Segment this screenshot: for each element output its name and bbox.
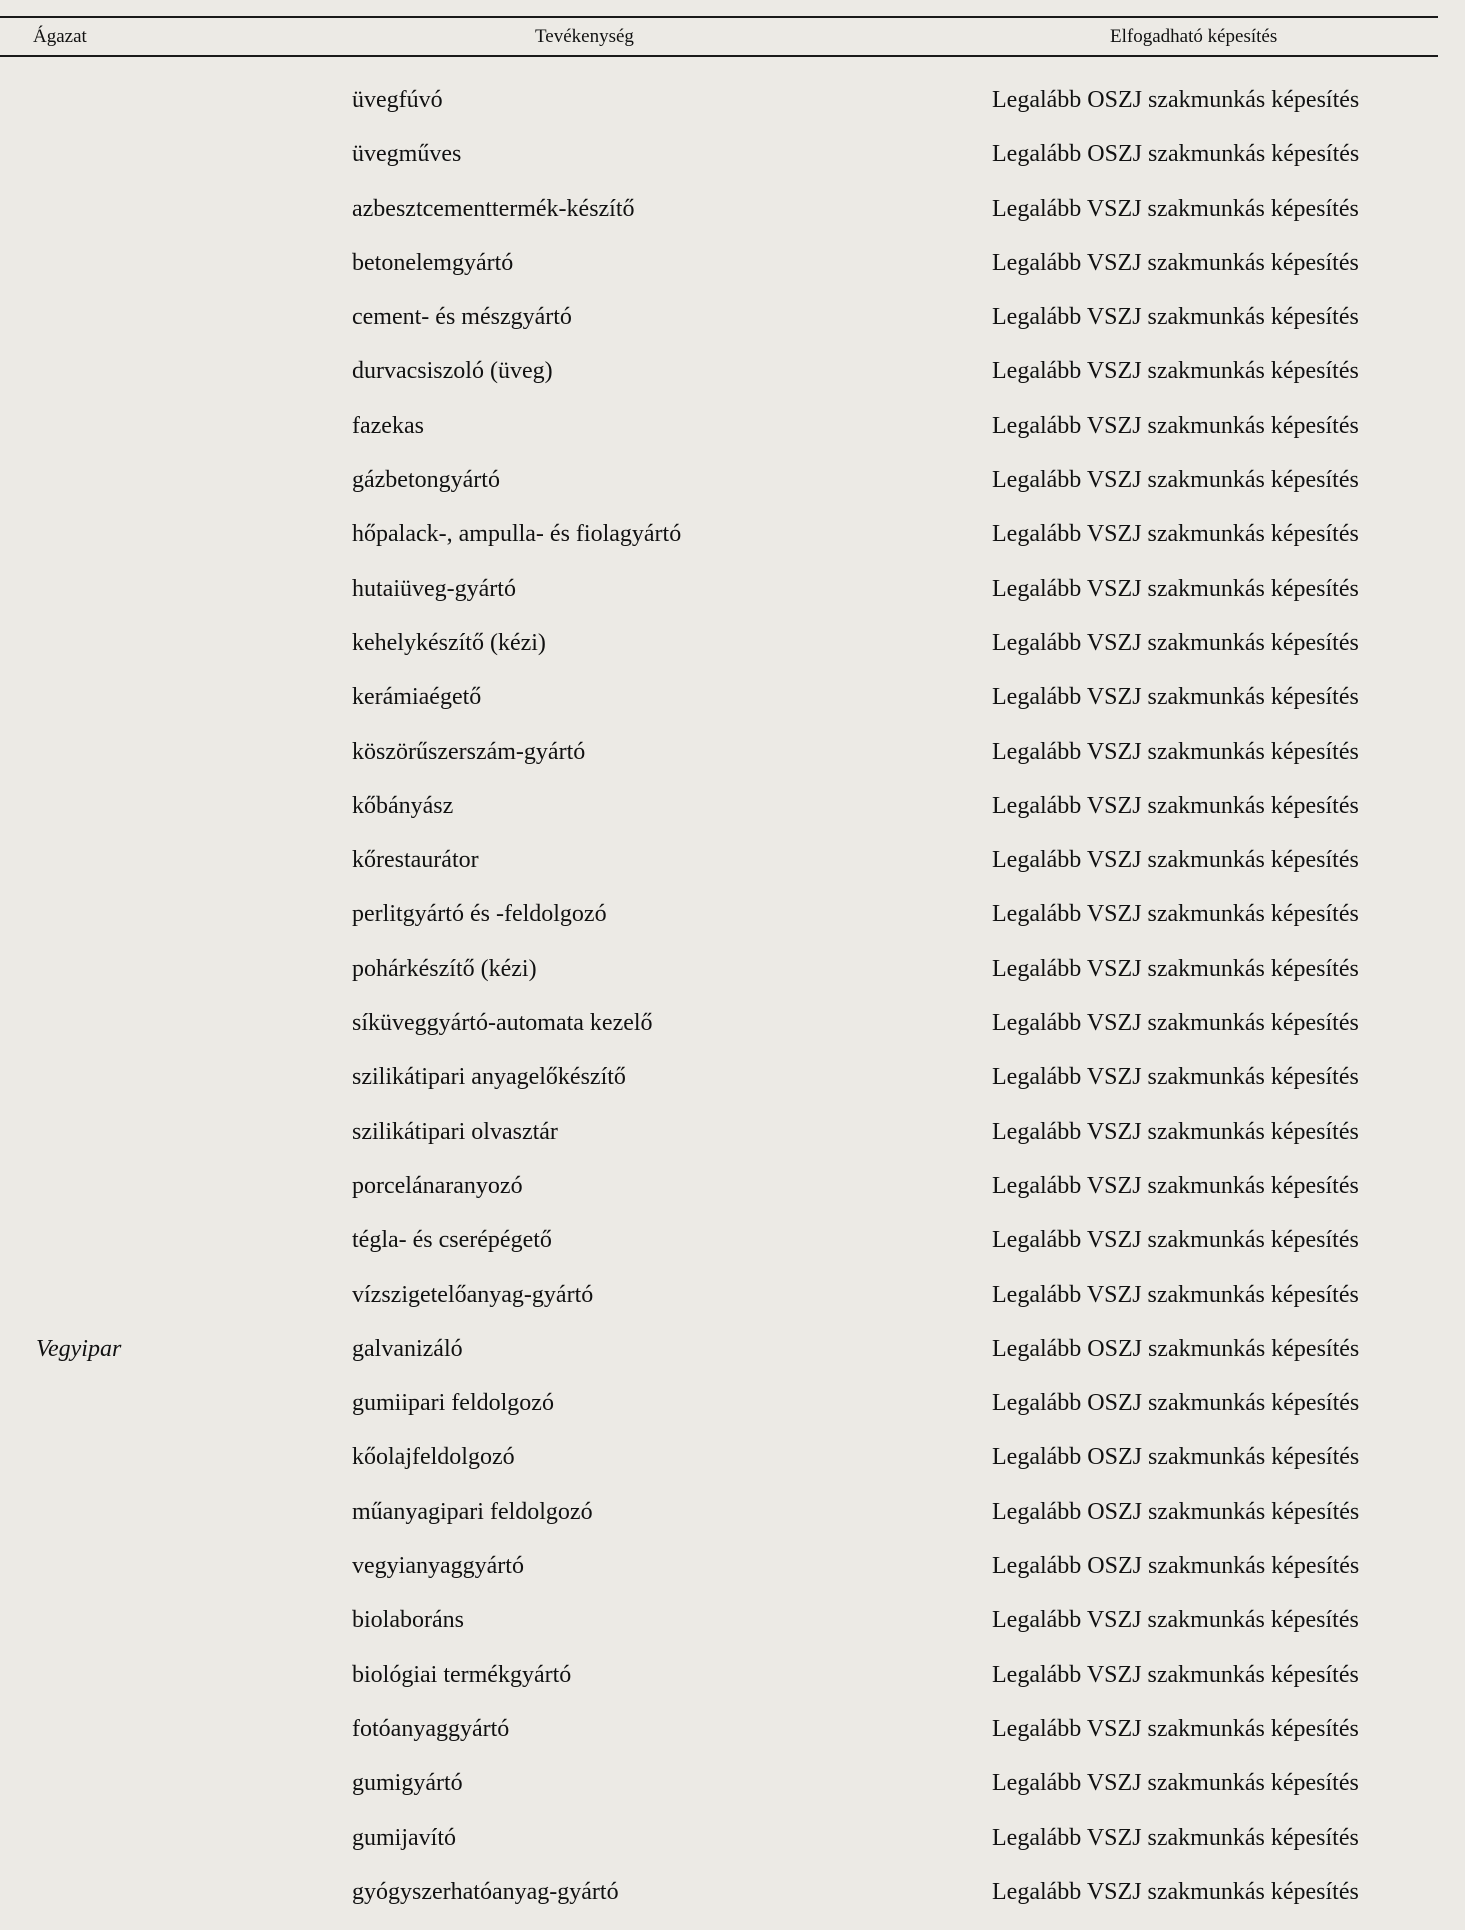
- header-activity: Tevékenység: [535, 26, 634, 47]
- row-qualification: Legalább VSZJ szakmunkás képesítés: [992, 358, 1359, 385]
- row-qualification: Legalább VSZJ szakmunkás képesítés: [992, 684, 1359, 711]
- row-activity: kerámiaégető: [352, 684, 482, 711]
- table-row: [0, 842, 1438, 896]
- row-activity: betonelemgyártó: [352, 249, 514, 276]
- table-row: [0, 1874, 1438, 1928]
- row-activity: hutaiüveg-gyártó: [352, 575, 516, 602]
- row-activity: gyógyszerhatóanyag-gyártó: [352, 1878, 619, 1905]
- row-activity: pohárkészítő (kézi): [352, 955, 537, 982]
- row-qualification: Legalább VSZJ szakmunkás képesítés: [992, 412, 1359, 439]
- row-qualification: Legalább VSZJ szakmunkás képesítés: [992, 521, 1359, 548]
- table-row: [0, 571, 1438, 625]
- row-activity: síküveggyártó-automata kezelő: [352, 1010, 653, 1037]
- table-row: [0, 1548, 1438, 1602]
- row-activity: hőpalack-, ampulla- és fiolagyártó: [352, 521, 682, 548]
- table-row: [0, 245, 1438, 299]
- table-row: [0, 136, 1438, 190]
- row-activity: durvacsiszoló (üveg): [352, 358, 553, 385]
- row-activity: szilikátipari olvasztár: [352, 1118, 558, 1145]
- row-activity: műanyagipari feldolgozó: [352, 1498, 593, 1525]
- top-rule: [0, 16, 1438, 18]
- row-qualification: Legalább VSZJ szakmunkás képesítés: [992, 1607, 1359, 1634]
- table-row: [0, 1385, 1438, 1439]
- row-activity: perlitgyártó és -feldolgozó: [352, 901, 607, 928]
- row-activity: köszörűszerszám-gyártó: [352, 738, 586, 765]
- table-row: [0, 1820, 1438, 1874]
- row-qualification: Legalább VSZJ szakmunkás képesítés: [992, 901, 1359, 928]
- table-row: [0, 896, 1438, 950]
- table-row: [0, 951, 1438, 1005]
- row-activity: kőrestaurátor: [352, 847, 479, 874]
- table-row: [0, 1222, 1438, 1276]
- row-qualification: Legalább VSZJ szakmunkás képesítés: [992, 1824, 1359, 1851]
- row-qualification: Legalább OSZJ szakmunkás képesítés: [992, 1335, 1360, 1362]
- row-qualification: Legalább VSZJ szakmunkás képesítés: [992, 1878, 1359, 1905]
- row-qualification: Legalább OSZJ szakmunkás képesítés: [992, 1498, 1360, 1525]
- table-row: [0, 1657, 1438, 1711]
- table-row: [0, 1765, 1438, 1819]
- row-qualification: Legalább VSZJ szakmunkás képesítés: [992, 467, 1359, 494]
- row-qualification: Legalább VSZJ szakmunkás képesítés: [992, 955, 1359, 982]
- table-header: [0, 22, 1438, 52]
- table-row: [0, 82, 1438, 136]
- table-row: [0, 734, 1438, 788]
- row-activity: porcelánaranyozó: [352, 1172, 523, 1199]
- row-qualification: Legalább OSZJ szakmunkás képesítés: [992, 1553, 1360, 1580]
- table-row: [0, 1277, 1438, 1331]
- row-qualification: Legalább VSZJ szakmunkás képesítés: [992, 1064, 1359, 1091]
- row-activity: vízszigetelőanyag-gyártó: [352, 1281, 594, 1308]
- row-activity: tégla- és cserépégető: [352, 1227, 552, 1254]
- row-qualification: Legalább VSZJ szakmunkás képesítés: [992, 195, 1359, 222]
- row-qualification: Legalább VSZJ szakmunkás képesítés: [992, 1770, 1359, 1797]
- row-activity: cement- és mészgyártó: [352, 304, 572, 331]
- row-qualification: Legalább VSZJ szakmunkás képesítés: [992, 629, 1359, 656]
- row-qualification: Legalább VSZJ szakmunkás képesítés: [992, 1118, 1359, 1145]
- row-qualification: Legalább OSZJ szakmunkás képesítés: [992, 1444, 1360, 1471]
- table-row: [0, 1059, 1438, 1113]
- row-activity: fazekas: [352, 412, 424, 439]
- row-qualification: Legalább VSZJ szakmunkás képesítés: [992, 1661, 1359, 1688]
- row-qualification: Legalább VSZJ szakmunkás képesítés: [992, 738, 1359, 765]
- row-qualification: Legalább VSZJ szakmunkás képesítés: [992, 847, 1359, 874]
- row-activity: kőbányász: [352, 792, 454, 819]
- row-qualification: Legalább VSZJ szakmunkás képesítés: [992, 304, 1359, 331]
- table-row: [0, 516, 1438, 570]
- row-qualification: Legalább VSZJ szakmunkás képesítés: [992, 249, 1359, 276]
- table-row: [0, 1114, 1438, 1168]
- row-qualification: Legalább VSZJ szakmunkás képesítés: [992, 1172, 1359, 1199]
- table-row: [0, 462, 1438, 516]
- row-activity: biolaboráns: [352, 1607, 464, 1634]
- table-row: [0, 679, 1438, 733]
- table-row: [0, 1331, 1438, 1385]
- table-row: [0, 1494, 1438, 1548]
- row-activity: kehelykészítő (kézi): [352, 629, 546, 656]
- row-sector: Vegyipar: [36, 1335, 122, 1362]
- table-row: [0, 1005, 1438, 1059]
- row-qualification: Legalább VSZJ szakmunkás képesítés: [992, 1281, 1359, 1308]
- row-activity: vegyianyaggyártó: [352, 1553, 524, 1580]
- row-activity: gázbetongyártó: [352, 467, 500, 494]
- row-qualification: Legalább VSZJ szakmunkás képesítés: [992, 1715, 1359, 1742]
- header-sector: Ágazat: [33, 26, 87, 47]
- row-activity: kőolajfeldolgozó: [352, 1444, 515, 1471]
- row-qualification: Legalább VSZJ szakmunkás képesítés: [992, 1010, 1359, 1037]
- table-body: [0, 82, 1438, 1928]
- table-row: [0, 408, 1438, 462]
- row-activity: gumigyártó: [352, 1770, 463, 1797]
- table-row: [0, 788, 1438, 842]
- row-qualification: Legalább VSZJ szakmunkás képesítés: [992, 792, 1359, 819]
- row-qualification: Legalább VSZJ szakmunkás képesítés: [992, 1227, 1359, 1254]
- table-row: [0, 1602, 1438, 1656]
- row-activity: azbesztcementtermék-készítő: [352, 195, 635, 222]
- row-activity: szilikátipari anyagelőkészítő: [352, 1064, 626, 1091]
- row-activity: üvegműves: [352, 141, 462, 168]
- row-activity: gumiipari feldolgozó: [352, 1390, 554, 1417]
- table-row: [0, 353, 1438, 407]
- row-activity: galvanizáló: [352, 1335, 463, 1362]
- table-row: [0, 1439, 1438, 1493]
- row-activity: üvegfúvó: [352, 87, 443, 113]
- header-rule: [0, 55, 1438, 57]
- header-qualification: Elfogadható képesítés: [1110, 26, 1278, 47]
- table-row: [0, 1168, 1438, 1222]
- row-activity: fotóanyaggyártó: [352, 1715, 510, 1742]
- table-row: [0, 625, 1438, 679]
- row-qualification: Legalább OSZJ szakmunkás képesítés: [992, 141, 1360, 168]
- table-row: [0, 1711, 1438, 1765]
- table-row: [0, 191, 1438, 245]
- row-qualification: Legalább OSZJ szakmunkás képesítés: [992, 87, 1360, 113]
- table-row: [0, 299, 1438, 353]
- row-activity: gumijavító: [352, 1824, 456, 1851]
- row-activity: biológiai termékgyártó: [352, 1661, 572, 1688]
- row-qualification: Legalább VSZJ szakmunkás képesítés: [992, 575, 1359, 602]
- row-qualification: Legalább OSZJ szakmunkás képesítés: [992, 1390, 1360, 1417]
